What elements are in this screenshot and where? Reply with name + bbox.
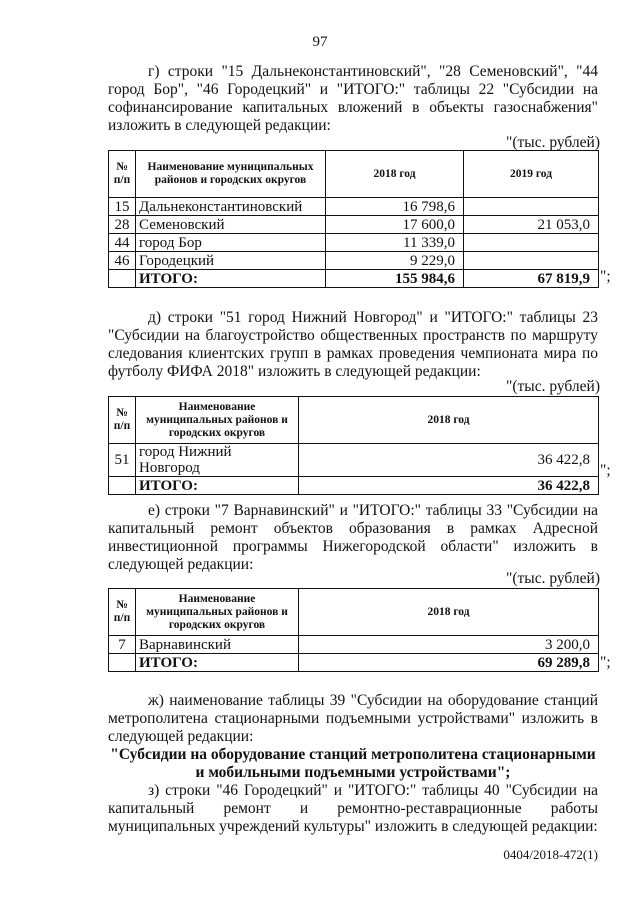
header-2018: 2018 год <box>326 151 464 198</box>
header-2019: 2019 год <box>464 151 599 198</box>
close-quote: "; <box>600 654 611 671</box>
table-39-new-title: "Субсидии на оборудование станций метрополитена стационарными и мобильными подъемными устройствами"; <box>110 746 596 781</box>
table-33 <box>108 588 599 672</box>
row-2018: 17 600,0 <box>326 216 464 234</box>
row-name: Дальнеконстантиновский <box>136 198 326 216</box>
row-name: город Нижний Новгород <box>136 444 299 477</box>
table-row <box>109 444 599 477</box>
table-row <box>109 252 599 270</box>
row-name: город Бор <box>136 234 326 252</box>
table-23 <box>108 396 599 495</box>
section-d-text: д) строки "51 город Нижний Новгород" и "ИТОГО:" таблицы 23 "Субсидии на благоустройство общественных пространств по маршруту следования клиентских групп в рамках проведения чемпионата мира по футболу ФИФА 2018" изложить в следующей редакции: <box>108 309 598 380</box>
row-name: Семеновский <box>136 216 326 234</box>
section-z-text: з) строки "46 Городецкий" и "ИТОГО:" таблицы 40 "Субсидии на капитальный ремонт и ремонтно-реставрационные работы муниципальных учреждений культуры" изложить в следующей редакции: <box>108 782 598 835</box>
section-e-unit: "(тыс. рублей) <box>506 570 600 587</box>
row-number: 15 <box>109 198 136 216</box>
row-2018: 9 229,0 <box>326 252 464 270</box>
table-row <box>109 636 599 654</box>
section-d-unit: "(тыс. рублей) <box>506 378 600 395</box>
row-2019: 21 053,0 <box>464 216 599 234</box>
header-name: Наименование муниципальных районов и городских округов <box>136 397 299 444</box>
total-row <box>109 270 599 288</box>
total-label: ИТОГО: <box>136 477 299 495</box>
row-2018: 36 422,8 <box>299 444 599 477</box>
header-number: № п/п <box>109 397 136 444</box>
row-2019 <box>464 234 599 252</box>
row-number: 28 <box>109 216 136 234</box>
document-code: 0404/2018-472(1) <box>503 847 598 862</box>
section-e-text: е) строки "7 Варнавинский" и "ИТОГО:" таблицы 33 "Субсидии на капитальный ремонт объектов образования в рамках Адресной инвестиционной программы Нижегородской области" изложить в следующей редакции: <box>108 502 598 573</box>
total-row <box>109 477 599 495</box>
header-number: № п/п <box>109 589 136 636</box>
row-number: 44 <box>109 234 136 252</box>
section-g-unit: "(тыс. рублей) <box>506 134 600 151</box>
total-row <box>109 654 599 672</box>
total-2018: 36 422,8 <box>299 477 599 495</box>
row-2018: 3 200,0 <box>299 636 599 654</box>
total-2018: 155 984,6 <box>326 270 464 288</box>
close-quote: "; <box>600 462 611 479</box>
table-22 <box>108 150 599 288</box>
header-name: Наименование муниципальных районов и городских округов <box>136 151 326 198</box>
row-number: 51 <box>109 444 136 477</box>
total-label: ИТОГО: <box>136 270 326 288</box>
row-2018: 16 798,6 <box>326 198 464 216</box>
row-name: Городецкий <box>136 252 326 270</box>
row-number: 7 <box>109 636 136 654</box>
table-row <box>109 216 599 234</box>
total-label: ИТОГО: <box>136 654 299 672</box>
section-g-text: г) строки "15 Дальнеконстантиновский", "28 Семеновский", "44 город Бор", "46 Городецкий" и "ИТОГО:" таблицы 22 "Субсидии на софинансирование капитальных вложений в объекты газоснабжения" изложить в следующей редакции: <box>108 63 598 134</box>
header-2018: 2018 год <box>299 397 599 444</box>
total-2019: 67 819,9 <box>464 270 599 288</box>
row-2019 <box>464 198 599 216</box>
row-name: Варнавинский <box>136 636 299 654</box>
row-2019 <box>464 252 599 270</box>
table-row <box>109 234 599 252</box>
total-2018: 69 289,8 <box>299 654 599 672</box>
header-2018: 2018 год <box>299 589 599 636</box>
row-2018: 11 339,0 <box>326 234 464 252</box>
page-number: 97 <box>312 34 328 50</box>
row-number: 46 <box>109 252 136 270</box>
section-zh-text: ж) наименование таблицы 39 "Субсидии на оборудование станций метрополитена стационарными подъемными устройствами" изложить в следующей редакции: <box>108 692 598 745</box>
header-name: Наименование муниципальных районов и городских округов <box>136 589 299 636</box>
table-row <box>109 198 599 216</box>
close-quote: "; <box>600 268 611 285</box>
header-number: № п/п <box>109 151 136 198</box>
